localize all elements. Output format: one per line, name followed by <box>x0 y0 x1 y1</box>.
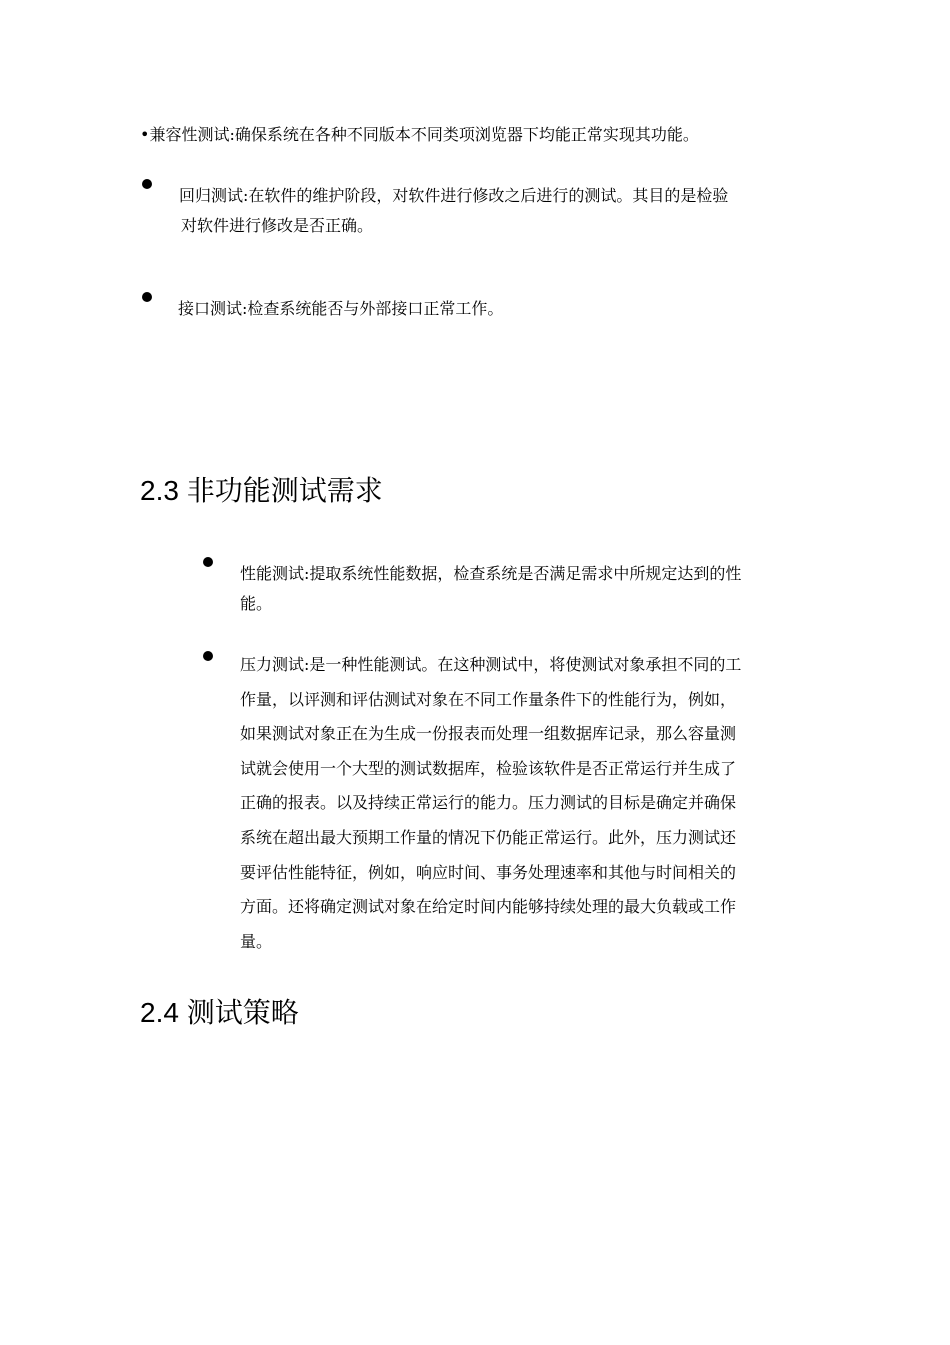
stress-test-line: 量。 <box>240 931 273 951</box>
stress-test-line: 作量，以评测和评估测试对象在不同工作量条件下的性能行为，例如， <box>240 689 737 709</box>
stress-test-line: 正确的报表。以及持续正常运行的能力。压力测试的目标是确定并确保 <box>240 793 737 813</box>
bullet-dot-icon <box>142 179 152 189</box>
bullet-dot-icon <box>203 557 213 567</box>
regression-test-line1: 回归测试:在软件的维护阶段，对软件进行修改之后进行的测试。其目的是检验 <box>179 186 729 205</box>
performance-test-line1: 性能测试:提取系统性能数据，检查系统是否满足需求中所规定达到的性 <box>240 564 742 583</box>
stress-test-line: 如果测试对象正在为生成一份报表而处理一组数据库记录，那么容量测 <box>240 724 737 744</box>
bullet-dot-icon <box>203 651 213 661</box>
performance-test-line2: 能。 <box>240 594 273 613</box>
stress-test-paragraph <box>240 648 741 959</box>
compat-test-item: •兼容性测试:确保系统在各种不同版本不同类项浏览器下均能正常实现其功能。 <box>140 125 699 144</box>
bullet-dot-icon <box>142 292 152 302</box>
section-heading-2-4: 2.4 测试策略 <box>140 997 299 1028</box>
stress-test-line: 试就会使用一个大型的测试数据库，检验该软件是否正常运行并生成了 <box>240 758 737 778</box>
stress-test-line: 压力测试:是一种性能测试。在这种测试中，将使测试对象承担不同的工 <box>240 655 742 674</box>
interface-test-item: 接口测试:检查系统能否与外部接口正常工作。 <box>178 299 504 318</box>
stress-test-line: 要评估性能特征，例如，响应时间、事务处理速率和其他与时间相关的 <box>240 862 737 882</box>
section-heading-2-3: 2.3 非功能测试需求 <box>140 475 383 506</box>
stress-test-line: 系统在超出最大预期工作量的情况下仍能正常运行。此外，压力测试还 <box>240 827 737 847</box>
regression-test-line2: 对软件进行修改是否正确。 <box>181 216 374 235</box>
stress-test-line: 方面。还将确定测试对象在给定时间内能够持续处理的最大负载或工作 <box>240 897 737 917</box>
